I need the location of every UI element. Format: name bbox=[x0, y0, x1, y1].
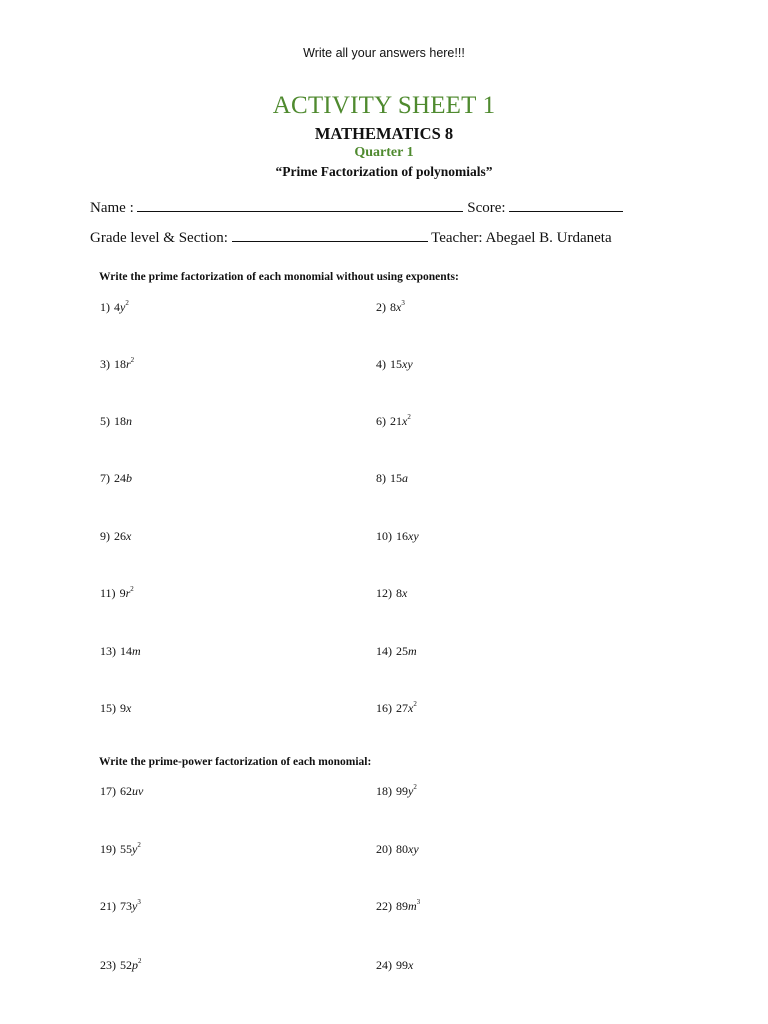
problem-number: 13) bbox=[100, 644, 116, 658]
problem-number: 16) bbox=[376, 701, 392, 715]
topic-label: “Prime Factorization of polynomials” bbox=[275, 164, 493, 179]
problem-coefficient: 18 bbox=[114, 357, 126, 371]
problem-coefficient: 15 bbox=[390, 471, 402, 485]
problem-variable: y bbox=[408, 784, 414, 798]
problem-coefficient: 99 bbox=[396, 784, 408, 798]
problem-variable: x bbox=[126, 529, 132, 543]
problem-variable: y bbox=[120, 300, 126, 314]
problem-exponent: 2 bbox=[413, 783, 417, 791]
problem-item bbox=[376, 471, 408, 486]
problem-coefficient: 16 bbox=[396, 529, 408, 543]
problem-item bbox=[100, 414, 132, 429]
problem-coefficient: 9 bbox=[119, 586, 126, 600]
problem-number: 8) bbox=[376, 471, 386, 485]
problem-item bbox=[100, 357, 134, 372]
problem-variable: n bbox=[126, 414, 132, 428]
problem-coefficient: 99 bbox=[396, 958, 408, 972]
problem-coefficient: 21 bbox=[390, 414, 402, 428]
problem-item bbox=[376, 958, 413, 973]
problem-item bbox=[376, 899, 420, 914]
problem-exponent: 3 bbox=[137, 898, 141, 906]
problem-item bbox=[376, 701, 417, 716]
problem-item bbox=[376, 529, 419, 544]
problem-variable: x bbox=[396, 300, 402, 314]
top-note: Write all your answers here!!! bbox=[303, 46, 465, 60]
problem-variable: x bbox=[126, 701, 132, 715]
problem-number: 3) bbox=[100, 357, 110, 371]
problem-item bbox=[376, 414, 411, 429]
problem-variable: r bbox=[125, 586, 131, 600]
name-score-row bbox=[90, 198, 623, 217]
problem-variable: x bbox=[408, 701, 414, 715]
problem-number: 12) bbox=[376, 586, 392, 600]
problem-variable: b bbox=[126, 471, 132, 485]
problem-number: 23) bbox=[100, 958, 116, 972]
problem-variable: uv bbox=[132, 784, 144, 798]
problem-coefficient: 89 bbox=[396, 899, 408, 913]
problem-coefficient: 24 bbox=[114, 471, 126, 485]
grade-teacher-row bbox=[90, 228, 612, 247]
problem-coefficient: 25 bbox=[396, 644, 408, 658]
problem-coefficient: 4 bbox=[114, 300, 120, 314]
problem-coefficient: 14 bbox=[120, 644, 132, 658]
problem-number: 9) bbox=[100, 529, 110, 543]
problem-number: 5) bbox=[100, 414, 110, 428]
problem-variable: m bbox=[132, 644, 141, 658]
problem-item bbox=[100, 899, 141, 914]
problem-number: 1) bbox=[100, 300, 110, 314]
problem-number: 21) bbox=[100, 899, 116, 913]
problem-number: 6) bbox=[376, 414, 386, 428]
problem-item bbox=[376, 842, 419, 857]
problem-number: 11) bbox=[100, 586, 116, 600]
problem-item bbox=[100, 529, 131, 544]
problem-exponent: 2 bbox=[138, 957, 142, 965]
grade-section-label: Grade level & Section: bbox=[90, 230, 228, 246]
score-label: Score: bbox=[467, 200, 506, 216]
problem-coefficient: 55 bbox=[120, 842, 132, 856]
problem-variable: a bbox=[402, 471, 408, 485]
problem-number: 18) bbox=[376, 784, 392, 798]
problem-variable: p bbox=[132, 958, 138, 972]
problem-exponent: 3 bbox=[416, 898, 421, 906]
problem-variable: r bbox=[126, 357, 131, 371]
problem-item bbox=[376, 357, 413, 372]
problem-variable: y bbox=[132, 899, 138, 913]
problem-item bbox=[100, 701, 131, 716]
problem-item bbox=[100, 842, 141, 857]
problem-variable: m bbox=[408, 644, 417, 658]
problem-variable: xy bbox=[408, 529, 419, 543]
problem-coefficient: 8 bbox=[396, 586, 402, 600]
problem-coefficient: 9 bbox=[120, 701, 126, 715]
problem-coefficient: 18 bbox=[114, 414, 126, 428]
problem-coefficient: 27 bbox=[396, 701, 408, 715]
problem-item bbox=[376, 300, 405, 315]
problem-item bbox=[100, 958, 142, 973]
problem-coefficient: 26 bbox=[114, 529, 126, 543]
problem-variable: xy bbox=[402, 357, 413, 371]
instruction-section-2: Write the prime-power factorization of each monomial: bbox=[99, 756, 372, 768]
score-field[interactable] bbox=[509, 198, 623, 212]
problem-variable: x bbox=[402, 586, 408, 600]
problem-variable: y bbox=[132, 842, 138, 856]
name-label: Name : bbox=[90, 200, 134, 216]
name-field[interactable] bbox=[137, 198, 463, 212]
problem-exponent: 2 bbox=[125, 299, 129, 307]
problem-variable: m bbox=[408, 899, 417, 913]
problem-item bbox=[100, 586, 134, 601]
problem-coefficient: 15 bbox=[390, 357, 402, 371]
problem-number: 24) bbox=[376, 958, 392, 972]
problem-coefficient: 8 bbox=[390, 300, 396, 314]
problem-number: 7) bbox=[100, 471, 110, 485]
problem-exponent: 2 bbox=[130, 585, 134, 593]
sheet-title: ACTIVITY SHEET 1 bbox=[272, 92, 496, 119]
problem-item bbox=[376, 784, 417, 799]
subject-heading: MATHEMATICS 8 bbox=[314, 124, 454, 143]
teacher-label: Teacher: Abegael B. Urdaneta bbox=[431, 230, 612, 246]
problem-exponent: 2 bbox=[413, 700, 417, 708]
problem-number: 2) bbox=[376, 300, 386, 314]
problem-item bbox=[100, 784, 143, 799]
problem-coefficient: 80 bbox=[396, 842, 408, 856]
problem-number: 10) bbox=[376, 529, 392, 543]
instruction-section-1: Write the prime factorization of each monomial without using exponents: bbox=[99, 271, 459, 283]
problem-number: 17) bbox=[100, 784, 116, 798]
problem-number: 14) bbox=[376, 644, 392, 658]
problem-number: 15) bbox=[100, 701, 116, 715]
problem-item bbox=[100, 300, 129, 315]
problem-number: 4) bbox=[376, 357, 386, 371]
problem-number: 22) bbox=[376, 899, 392, 913]
problem-exponent: 3 bbox=[401, 299, 405, 307]
problem-number: 19) bbox=[100, 842, 116, 856]
problem-item bbox=[376, 644, 417, 659]
problem-exponent: 2 bbox=[137, 841, 141, 849]
problem-variable: xy bbox=[408, 842, 419, 856]
problem-coefficient: 62 bbox=[120, 784, 132, 798]
quarter-label: Quarter 1 bbox=[354, 145, 414, 160]
grade-section-field[interactable] bbox=[232, 228, 428, 242]
problem-exponent: 2 bbox=[130, 356, 135, 364]
problem-variable: x bbox=[402, 414, 408, 428]
problem-coefficient: 73 bbox=[120, 899, 132, 913]
problem-coefficient: 52 bbox=[120, 958, 132, 972]
problem-number: 20) bbox=[376, 842, 392, 856]
problem-variable: x bbox=[408, 958, 414, 972]
problem-item bbox=[100, 644, 141, 659]
problem-item bbox=[376, 586, 407, 601]
problem-exponent: 2 bbox=[407, 413, 411, 421]
problem-item bbox=[100, 471, 132, 486]
